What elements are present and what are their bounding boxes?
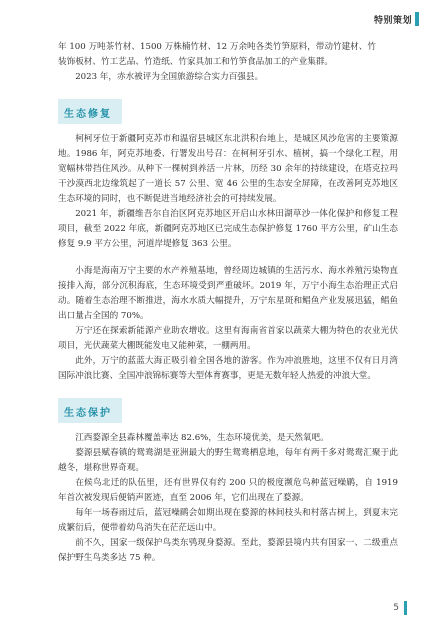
paragraph-wanning-solar: 万宁还在探索新能源产业助农增收。这里有海南省首家以蔬菜大棚为特色的农业光伏项目，光伏蔬菜大棚既能发电又能种菜，一棚两用。 xyxy=(58,326,398,351)
continued-line-1: 年 100 万吨茶竹材、1500 万株楠竹材、12 万余吨各类竹笋原料，带动竹建材、竹 xyxy=(58,42,376,52)
paragraph-protected-birds: 前不久，国家一级保护鸟类东鸮现身婺源。至此，婺源县境内共有国家一、二级重点保护野生鸟类多达 75 种。 xyxy=(58,538,398,563)
paragraph-spring-rain: 每年一场春雨过后，蓝冠噪鹛会如期出现在婺源的林间枝头和村落古树上，到夏末完成繁衍后，便带着幼鸟消失在茫茫远山中。 xyxy=(58,508,398,533)
paragraph-blue-crowned-laughingthrush: 在候鸟北迁的队伍里，还有世界仅有约 200 只的极度濒危鸟种蓝冠噪鹛，自 1919 年首次被发现后便销声匿迹，直至 2006 年，它们出现在了婺源。 xyxy=(58,478,398,503)
paragraph-kekeya: 柯柯牙位于新疆阿克苏市和温宿县城区东北洪积台地上，是城区风沙危害的主要策源地。1986 年，阿克苏地委、行署发出号召：在柯柯牙引水、植树，搞一个绿化工程，用宽幅林带挡住风沙。从种下一棵树到养活一片林，历经 30 余年的持续建设，在塔克拉玛干沙漠西北边缘筑起了一道长 57 公里、宽 46 公里的生态安全屏障，在改善阿克苏地区生态环境的同时，也不断促进当地经济社会的可持续发展。 xyxy=(58,134,398,204)
paragraph-wuyuan-forest: 江西婺源全县森林覆盖率达 82.6%，生态环境优美，是天然氧吧。 xyxy=(75,433,329,443)
paragraph-mandarin-duck-lake: 婺源县赋春镇的鸳鸯湖是亚洲最大的野生鸳鸯栖息地，每年有两千多对鸳鸯汇聚于此越冬，堪称世界奇观。 xyxy=(58,448,398,473)
section-title-restoration: 生态修复 xyxy=(64,109,112,120)
page-number: 5 xyxy=(393,603,399,613)
section-tag xyxy=(374,10,419,28)
section-tag-bar xyxy=(415,12,419,26)
paragraph-wanning-surf: 此外，万宁的蓝蓝大海正吸引着全国各地的游客。作为冲浪胜地，这里不仅有日月湾国际冲浪比赛、全国冲浪锦标赛等大型体育赛事，更是无数年轻人热爱的冲浪大堂。 xyxy=(58,356,398,381)
page-number-bar xyxy=(404,601,407,615)
article-body xyxy=(58,40,398,566)
continued-line-2: 装饰板材、竹工艺品、竹造纸、竹家具加工和竹笋食品加工的产业集群。 xyxy=(58,57,334,67)
paragraph-xiaohai: 小海是海南万宁主要的水产养殖基地，曾经周边城镇的生活污水、海水养殖污染物直接排入海，部分沉积海底，生态环境受到严重破坏。2019 年，万宁小海生态治理正式启动。随着生态治理不断推进，海水水质大幅提升，万宁东星斑和鲳鱼产业发展迅猛，鲳鱼出口量占全国的 70%。 xyxy=(58,266,398,321)
paragraph-chishui-ranking: 2023 年，赤水被评为全国旅游综合实力百强县。 xyxy=(75,72,264,82)
paragraph-aksu-2021: 2021 年，新疆维吾尔自治区阿克苏地区开启山水林田湖草沙一体化保护和修复工程项目，截至 2022 年底，新疆阿克苏地区已完成生态保护修复 1760 平方公里，矿山生态修复 9.9 平方公里，河道岸堤修复 363 公里。 xyxy=(58,209,398,249)
section-title-protection: 生态保护 xyxy=(64,408,112,419)
section-tag-label: 特别策划 xyxy=(373,15,412,26)
section-header-restoration xyxy=(58,99,122,124)
section-header-protection xyxy=(58,398,122,423)
